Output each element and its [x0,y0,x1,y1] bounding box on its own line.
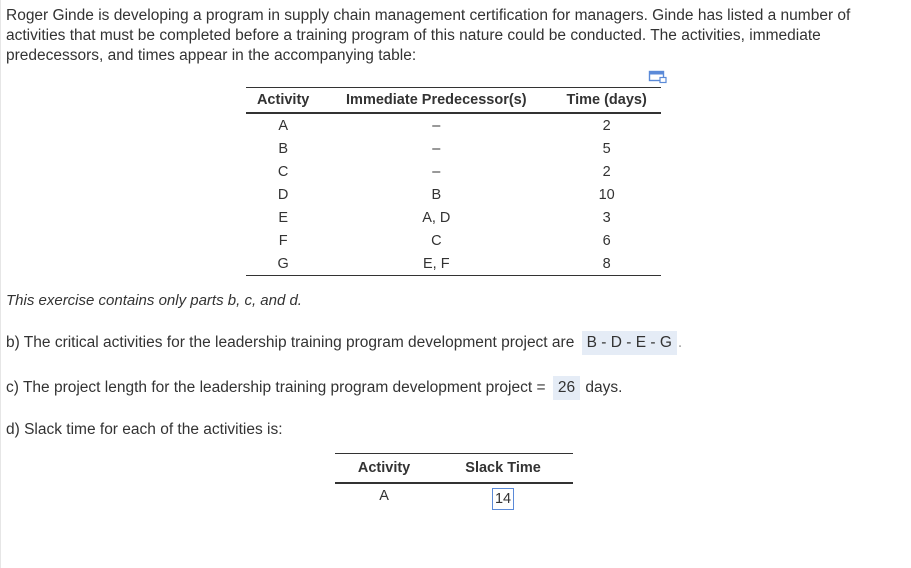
problem-statement: Roger Ginde is developing a program in supply chain management certification for managers. Ginde has listed a number of activities that must be completed before a training program of this nature could be conducted. The activities, immediate predecessors, and times appear in the accompanying table: [6,7,851,64]
part-d-prompt: d) Slack time for each of the activities is: [6,421,283,438]
table-row [246,183,661,206]
part-c-suffix: days. [585,379,623,396]
activity-cell: B [278,140,288,157]
header-predecessors: Immediate Predecessor(s) [320,88,552,114]
activity-cell: A [278,117,288,134]
activity-cell: C [277,163,289,180]
activity-cell: F [278,232,288,249]
part-c-prompt: c) The project length for the leadership training program development project = [6,379,546,396]
predecessor-cell: – [432,163,441,180]
predecessor-cell: B [431,186,442,203]
time-cell: 2 [602,163,611,180]
slack-time-cell [433,483,573,519]
predecessor-cell: E, F [320,252,552,276]
header-activity: Activity [246,88,320,114]
table-row [335,483,573,519]
activity-table-header [246,88,661,114]
table-row [246,137,661,160]
exercise-note: This exercise contains only parts b, c, and d. [6,292,302,309]
critical-activities-answer[interactable]: B - D - E - G [582,331,677,355]
predecessor-cell: A, D [422,209,451,226]
slack-activity-cell: A [379,488,389,504]
time-cell: 3 [602,209,611,226]
table-row [246,206,661,229]
activity-cell: D [277,186,289,203]
slack-header-slack: Slack Time [433,454,573,484]
left-border [0,0,1,568]
slack-header-activity: Activity [335,454,433,484]
time-cell: 6 [602,232,611,249]
part-b-question [6,331,682,355]
copy-table-icon[interactable] [648,70,668,84]
table-row [246,229,661,252]
activity-cell: E [278,209,288,226]
part-b-prompt: b) The critical activities for the leadership training program development project are [6,334,575,351]
predecessor-cell: C [431,232,442,249]
table-row [246,113,661,137]
time-cell: 8 [552,252,661,276]
part-c-question [6,376,622,400]
project-length-answer[interactable]: 26 [553,376,580,400]
table-row [246,160,661,183]
table-row [246,252,661,276]
predecessor-cell: – [432,140,441,157]
time-cell: 2 [602,117,611,134]
part-b-suffix: . [677,334,683,351]
time-cell: 5 [602,140,611,157]
header-time: Time (days) [552,88,661,114]
activity-table [246,87,661,276]
slack-table [335,453,573,519]
slack-table-header [335,454,573,484]
activity-cell: G [246,252,320,276]
slack-time-input[interactable]: 14 [492,488,514,510]
predecessor-cell: – [432,117,441,134]
time-cell: 10 [598,186,615,203]
